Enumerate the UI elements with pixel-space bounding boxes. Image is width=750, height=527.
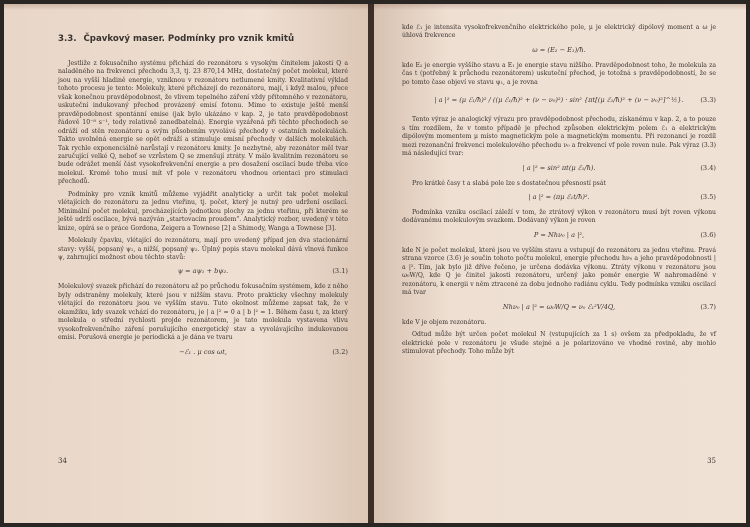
page-number: 34 xyxy=(58,457,67,465)
right-page xyxy=(374,4,746,523)
equation-body: −ℰ₁ . μ cos ωt, xyxy=(178,347,228,356)
equation-3-5 xyxy=(402,193,716,202)
equation-body: P = Nhν₀ | a |², xyxy=(533,230,585,239)
equation-omega xyxy=(402,46,716,55)
page-shadow xyxy=(4,4,368,10)
paragraph: kde V je objem rezonátoru. xyxy=(402,318,487,326)
equation-3-3 xyxy=(402,95,716,106)
equation-number: (3.2) xyxy=(332,347,348,356)
equation-number: (3.6) xyxy=(700,230,716,239)
paragraph: Molekulový svazek přichází do rezonátoru až po průchodu fokusačním systémem, kde z něho byly odstraněny molekuly, které jsou v nižším stavu. Proto prakticky všechny molekuly vlétající do rezonátoru jsou ve vyšším stavu. Tuto okolnost můžeme zapsat tak, že v okamžiku, kdy svazek vchází do rezonátoru, je | a |² = 0 a | b |² = 1. Během času t, za který molekula o střední rychlosti projde rezonátorem, je tato molekula vystavena vlivu vysokofrekvenčního záření porušujícího energetický stav a vyvolávajícího indukovanou emisi. Porušová energie je periodická a je dána ve tvaru xyxy=(58,283,348,342)
paragraph: kde E₂ je energie vyššího stavu a E₁ je energie stavu nižšího. Pravděpodobnost toho, že molekula za čas t (potřebný k průchodu rezonátorem) uskuteční přechod, je totožná s pravděpodobností, že se po tomto čase objeví ve stavu ψ₁, a je rovna xyxy=(402,61,716,86)
paragraph: kde N je počet molekul, které jsou ve vyšším stavu a vstupují do rezonátoru za jednu vteřinu. Pravá strana vzorce (3.6) je součin tohoto počtu molekul, energie přechodu hν₀ a jeho pravděpodobnosti | a |². Tím, jak bylo již dříve řečeno, je určena dodávka výkonu. Ztráty výkonu v rezonátoru jsou ω₀W/Q, kde Q je činitel jakosti rezonátoru, určený jako poměr energie W nahromaděné v rezonátoru, k energii v něm ztracené za dobu jednoho radiánu cyklu. Tedy podmínka vzniku oscilací má tvar xyxy=(402,246,716,297)
paragraph: Pro krátké časy t a slabá pole lze s dostatečnou přesností psát xyxy=(412,179,606,187)
equation-body: | a |² = sin² πt(μ ℰ₁/ħ). xyxy=(522,163,596,172)
equation-3-7 xyxy=(402,303,716,312)
section-heading xyxy=(58,34,348,44)
section-number: 3.3. xyxy=(58,34,77,44)
equation-body: ω = (E₂ − E₁)/ħ. xyxy=(532,45,586,54)
paragraph: Odtud může být určen počet molekul N (vstupujících za 1 s) ovšem za předpokladu, že vf elektrické pole v rezonátoru je všude stejné a je polarizováno ve vhodné rovině, aby mohlo stimulovat přechody. Toho může být xyxy=(402,331,716,355)
paragraph: Jestliže z fokusačního systému přichází do rezonátoru s vysokým činitelem jakosti Q a naladěného na frekvenci přechodu 3,3, tj. 23 870,14 MHz, dostatečný počet molekul, které jsou na vyšší hladině energie, vzniknou v rezonátoru netlumené kmity. Kvalitativní výklad tohoto procesu je tento: Molekuly, které přicházejí do rezonátoru, mají, i když malou, přece však konečnou pravděpodobnost, že vlivem tepelného záření vždy přítomného v rezonátoru, uskuteční indukovaný přechod provázený emisí fotonu. Mimo to existuje ještě menší pravděpodobnost spontánní emise (jak bylo ukázáno v kap. 2, je tato pravděpodobnost řádově 10⁻⁸ s⁻¹, tedy relativně zanedbatelná). Energie vyzářená při těchto přechodech se odráží od stěn rezonátoru a svým působením vyvolává přechody v ostatních molekulách. Takto uvolněná energie se opět odráží a stimuluje emisní přechody v dalších molekulách. Tak rychle exponenciálně narůstají v rezonátoru kmity. Je nezbytné, aby rezonátor měl tvar zaručující velké Q, neboť se vzrůstem Q se zmenšují ztráty. V málo kvalitním rezonátoru se bude odrážet menší část vysokofrekvenční energie a pro dosažení oscilací bude třeba více molekul. Kromě toho musí mít vf pole v rezonátoru vhodnou orientaci pro stimulaci přechodů. xyxy=(58,60,348,186)
paragraph: Molekuly čpavku, vlétající do rezonátoru, mají pro uvedený případ jen dva stacionární stavy: vyšší, popsaný ψ₁, a nižší, popsaný ψ₂. Úplný popis stavu molekul dává vlnová funkce ψ, zahrnující možnost obou těchto stavů: xyxy=(58,237,348,261)
equation-3-4 xyxy=(402,164,716,173)
equation-number: (3.1) xyxy=(332,267,348,276)
paragraph: Podmínky pro vznik kmitů můžeme vyjádřit analyticky a určit tak počet molekul vlétajících do rezonátoru za jednu vteřinu, tj. počet, který je nutný pro udržení oscilací. Minimální počet molekul, procházejících jednotkou plochy za jednu vteřinu, při kterém se ještě udrží oscilace, bývá nazýván „startovacím proudem". Analytický rozbor, uvedený v této knize, opírá se o práce Gordona, Zeigera a Townese [2] a Shimody, Wanga a Townese [3]. xyxy=(58,190,348,232)
equation-3-1 xyxy=(58,267,348,276)
equation-body: | a |² = (πμ ℰ₁t/ħ)². xyxy=(528,192,590,201)
equation-body: Nhν₀ | a |² = ω₀W/Q = ν₀ ℰ₁²V/4Q, xyxy=(502,302,616,311)
open-book xyxy=(4,4,746,523)
equation-number: (3.7) xyxy=(700,302,716,311)
equation-3-2 xyxy=(58,348,348,357)
equation-number: (3.3) xyxy=(700,96,716,105)
paragraph: Podmínka vzniku oscilací záleží v tom, že ztrátový výkon v rezonátoru musí být roven výkonu dodávanému molekulovým svazkem. Dodávaný výkon je roven xyxy=(402,208,716,225)
equation-3-6 xyxy=(402,231,716,240)
section-title: Čpavkový maser. Podmínky pro vznik kmitů xyxy=(83,34,295,44)
equation-number: (3.4) xyxy=(700,163,716,172)
equation-body: ψ = aψ₁ + bψ₂. xyxy=(177,267,229,276)
paragraph: Tento výraz je analogický výrazu pro pravděpodobnost přechodu, získanému v kap. 2, a to pouze s tím rozdílem, že v tomto případě je přechod způsoben elektrickým polem ℰ₁ a elektrickým dipólovým momentem μ místo magnetickým pole a magnetickým momentu. Při rezonanci je rozdíl mezi rezonanční frekvencí molekulového přechodu ν₀ a frekvencí vf pole roven nule. Pak výraz (3.3) má následující tvar: xyxy=(402,116,716,158)
left-page xyxy=(4,4,368,523)
page-number: 35 xyxy=(707,457,716,465)
equation-body: | a |² = (μ ℰ₁/ħ)² / ((μ ℰ₁/ħ)² + (ν − ν₀)²) · sin² {πt[(μ ℰ₁/ħ)² + (ν − ν₀)²]^½}. xyxy=(434,96,684,105)
equation-number: (3.5) xyxy=(700,192,716,201)
paragraph: kde ℰ₁ je intensita vysokofrekvenčního elektrického pole, μ je elektrický dipólový moment a ω je úhlová frekvence xyxy=(402,24,716,40)
page-shadow xyxy=(374,4,746,10)
